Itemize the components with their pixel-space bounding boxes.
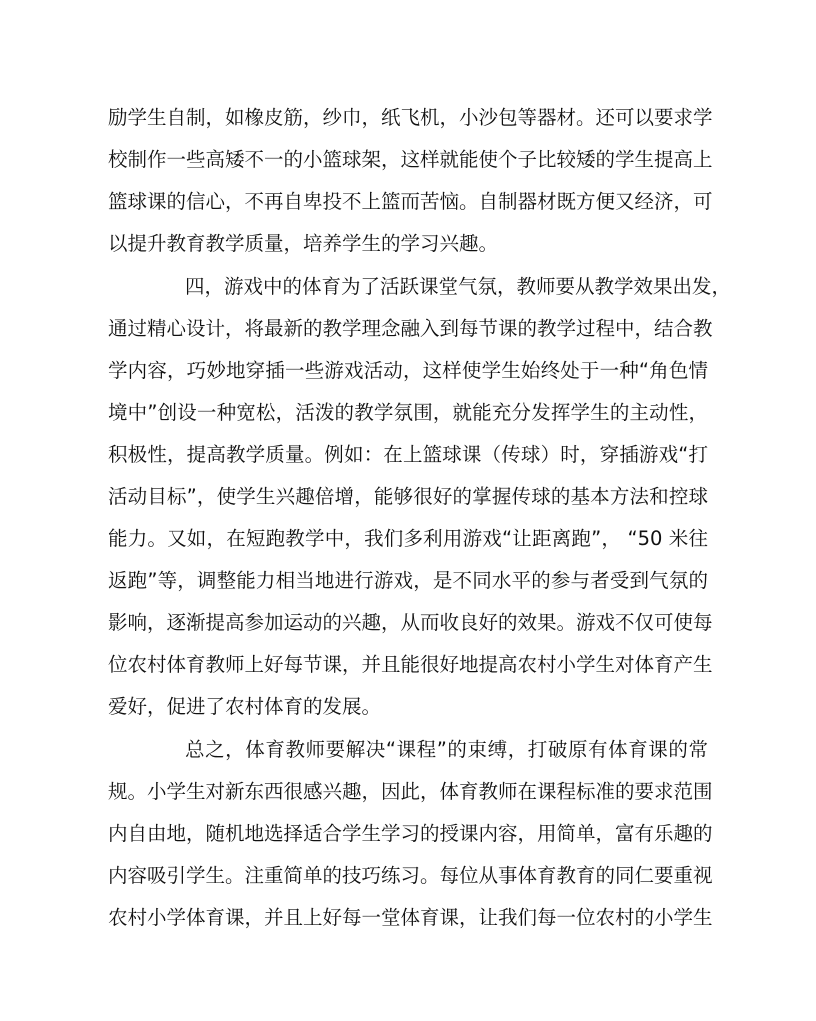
text-line: 励学生自制，如橡皮筋，纱巾，纸飞机，小沙包等器材。还可以要求学 bbox=[108, 106, 713, 129]
text-line: 位农村体育教师上好每节课，并且能很好地提高农村小学生对体育产生 bbox=[108, 653, 713, 676]
text-line: 内自由地，随机地选择适合学生学习的授课内容，用简单，富有乐趣的 bbox=[108, 822, 713, 845]
text-line: 篮球课的信心，不再自卑投不上篮而苦恼。自制器材既方便又经济，可 bbox=[108, 190, 713, 213]
text-line: 积极性，提高教学质量。例如：在上篮球课（传球）时，穿插游戏“打 bbox=[108, 443, 708, 466]
text-line: 通过精心设计，将最新的教学理念融入到每节课的教学过程中，结合教 bbox=[108, 317, 713, 340]
text-line: 爱好，促进了农村体育的发展。 bbox=[108, 695, 382, 718]
text-line: 校制作一些高矮不一的小篮球架，这样就能使个子比较矮的学生提高上 bbox=[108, 148, 713, 171]
text-line: 影响，逐渐提高参加运动的兴趣，从而收良好的效果。游戏不仅可使每 bbox=[108, 611, 713, 634]
text-line: 规。小学生对新东西很感兴趣，因此，体育教师在课程标准的要求范围 bbox=[108, 780, 713, 803]
text-line: 活动目标”，使学生兴趣倍增，能够很好的掌握传球的基本方法和控球 bbox=[108, 485, 708, 508]
paragraph-start-line: 四，游戏中的体育为了活跃课堂气氛，教师要从教学效果出发， bbox=[185, 275, 732, 298]
text-line: 返跑”等，调整能力相当地进行游戏，是不同水平的参与者受到气氛的 bbox=[108, 569, 708, 592]
text-line: 内容吸引学生。注重简单的技巧练习。每位从事体育教育的同仁要重视 bbox=[108, 864, 713, 887]
paragraph-start-line: 总之，体育教师要解决“课程”的束缚，打破原有体育课的常 bbox=[185, 738, 708, 761]
text-line: 学内容，巧妙地穿插一些游戏活动，这样使学生始终处于一种“角色情 bbox=[108, 359, 708, 382]
text-line: 能力。又如，在短跑教学中，我们多利用游戏“让距离跑”， “50 米往 bbox=[108, 527, 708, 550]
text-line: 以提升教育教学质量，培养学生的学习兴趣。 bbox=[108, 232, 499, 255]
text-line: 境中”创设一种宽松，活泼的教学氛围，就能充分发挥学生的主动性， bbox=[108, 401, 708, 424]
text-line: 农村小学体育课，并且上好每一堂体育课，让我们每一位农村的小学生 bbox=[108, 906, 713, 929]
